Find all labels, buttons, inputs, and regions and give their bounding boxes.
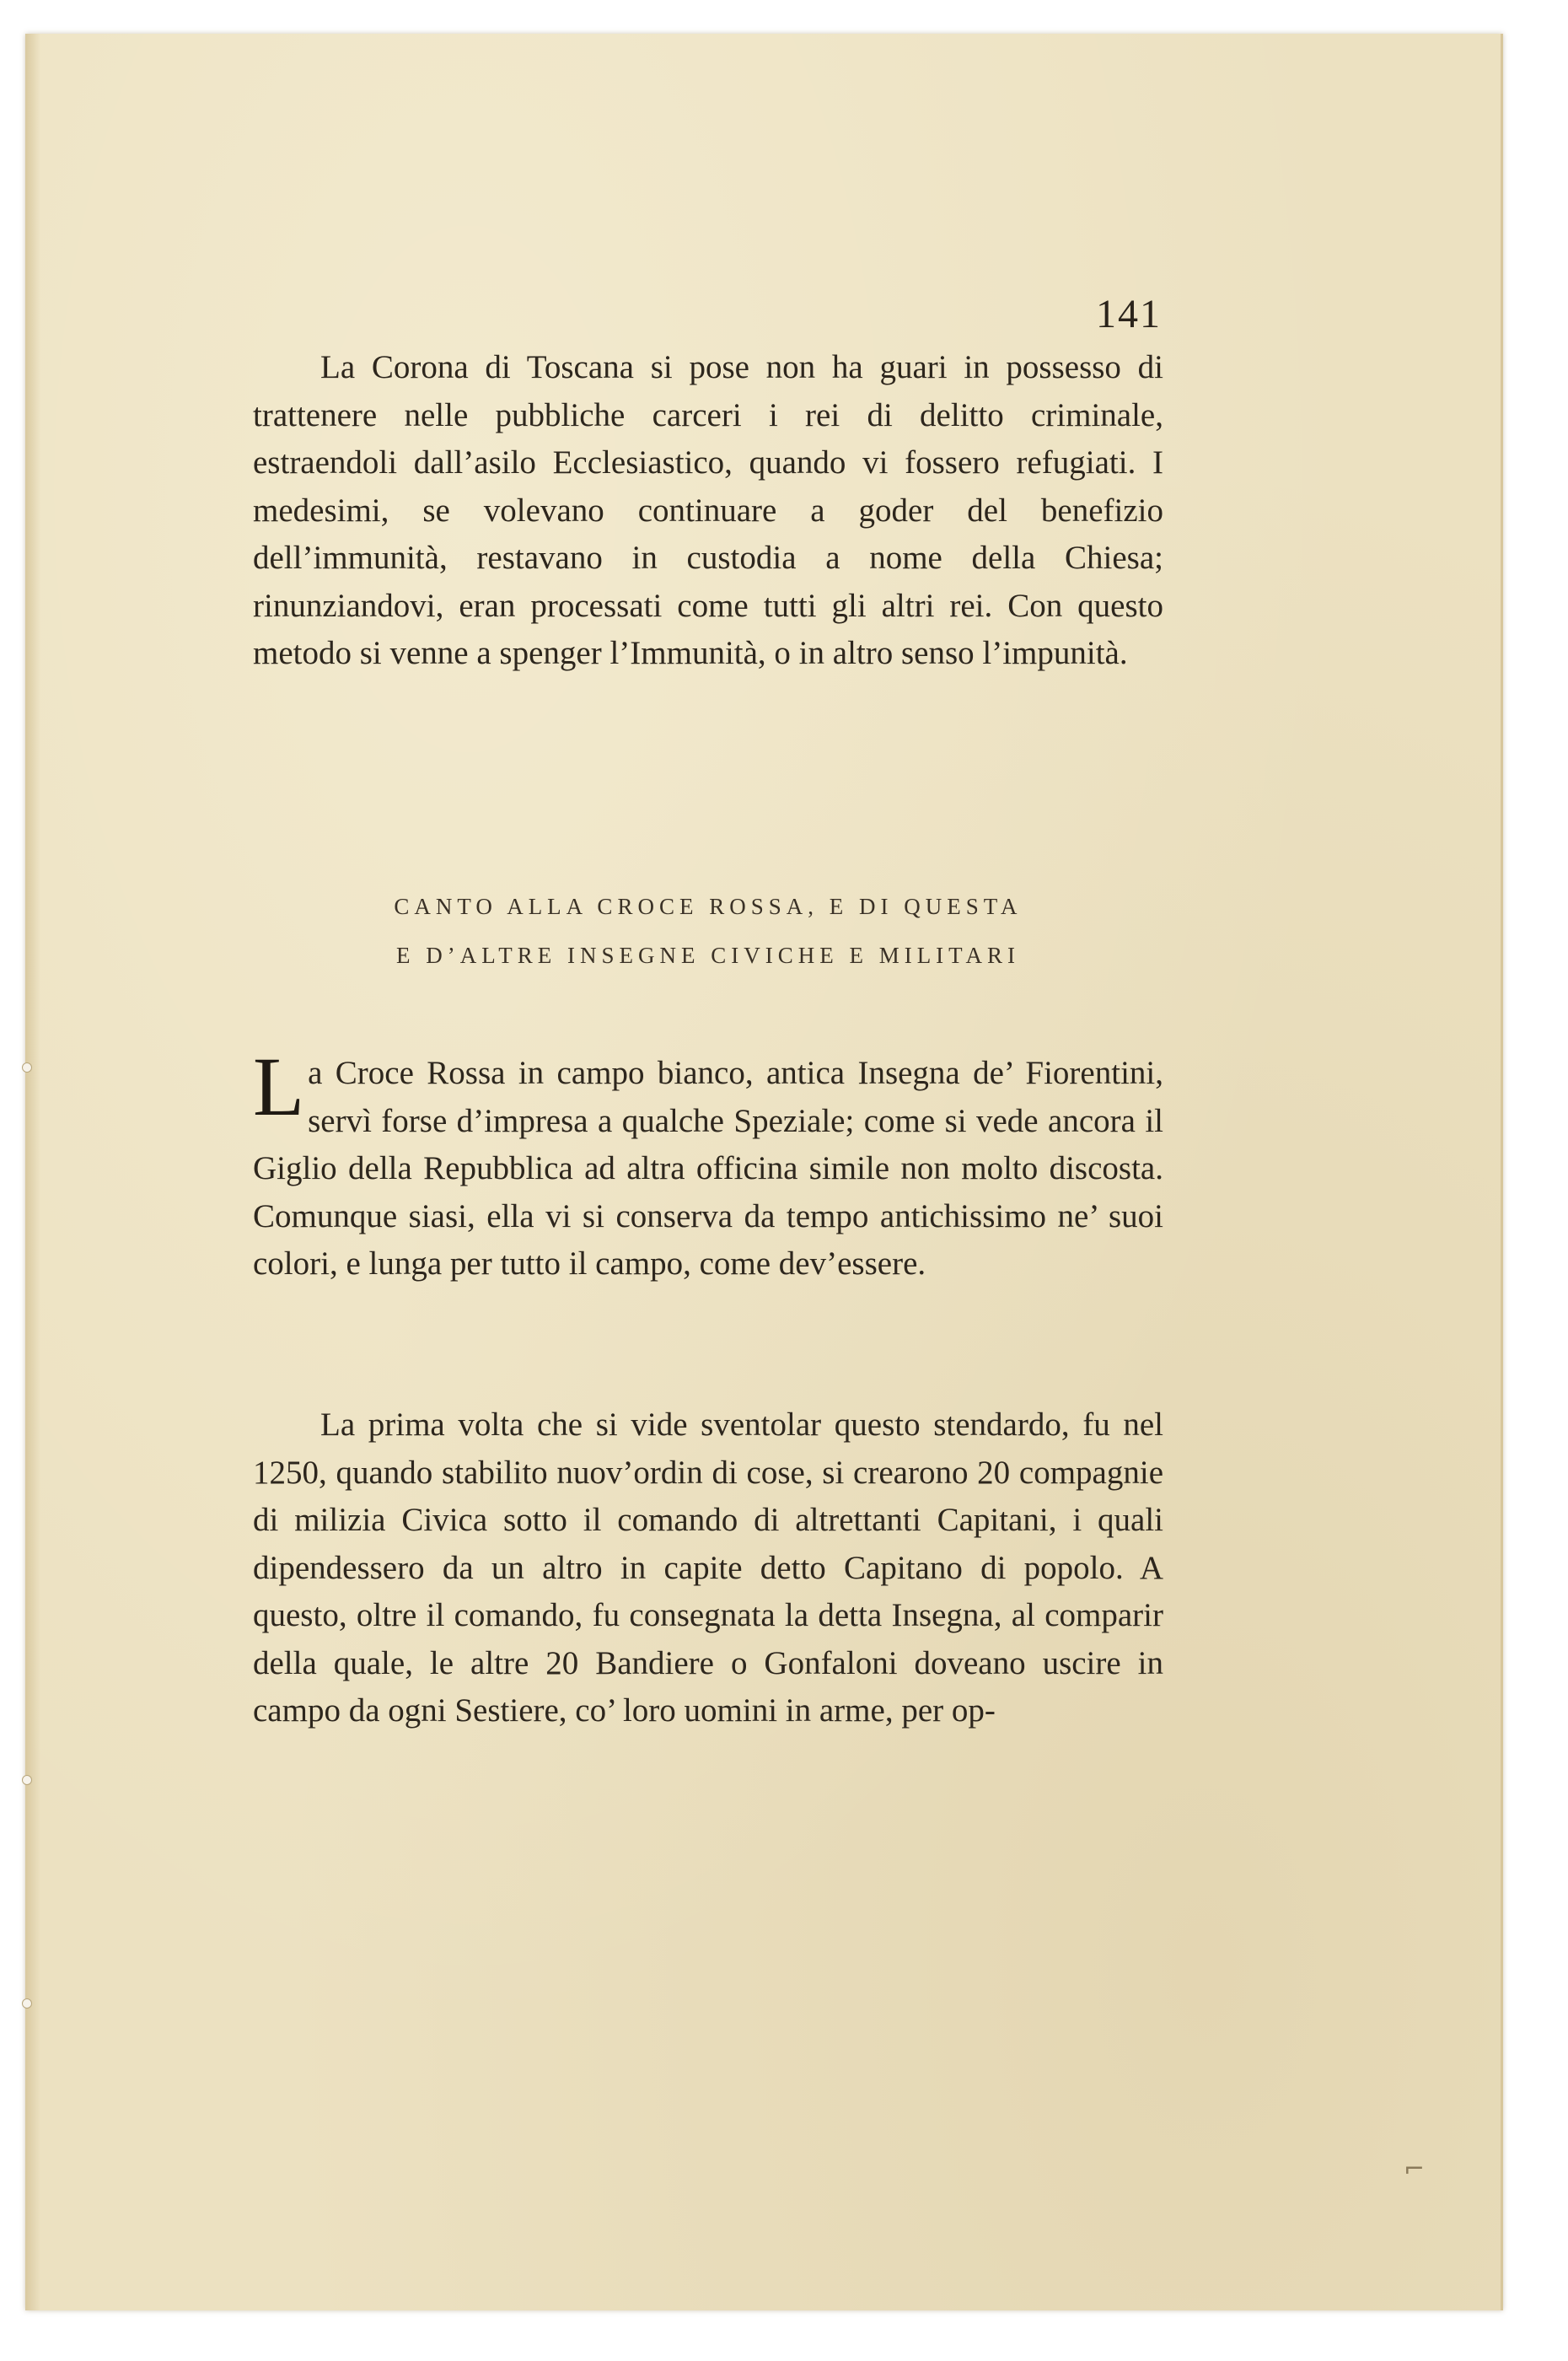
drop-cap-initial: L — [253, 1040, 305, 1133]
page-number: 141 — [1096, 292, 1162, 336]
paragraph-stendardo: La prima volta che si vide sventolar questo stendardo, fu nel 1250, quando stabilito nuov’ordin di cose, si crearono 20 compagnie di milizia Civica sotto il comando di altrettanti Capitani, i quali dipendessero da un altro in capite detto Capitano di popolo. A questo, oltre il comando, fu consegnata la detta Insegna, al comparir della quale, le altre 20 Bandiere o Gonfaloni doveano uscire in campo da ogni Sestiere, co’ loro uomini in arme, per op- — [253, 1406, 1163, 1729]
paragraph-immunity: La Corona di Toscana si pose non ha guari in possesso di trattenere nelle pubbliche carceri i rei di delitto criminale, estraendoli dall’asilo Ecclesiastico, quando vi fossero refugiati. I medesimi, se volevano continuare a goder del benefizio dell’immunità, restavano in custodia a nome della Chiesa; rinunziandovi, eran processati come tutti gli altri rei. Con questo metodo si venne a spenger l’Immunità, o in altro senso l’impunità. — [253, 349, 1163, 671]
binding-stitch-hole — [22, 1998, 32, 2009]
paragraph-croce-rossa — [253, 1040, 1163, 1288]
section-heading-line-2: E D’ALTRE INSEGNE CIVICHE E MILITARI — [395, 943, 1021, 968]
binding-stitch-hole — [22, 1062, 32, 1073]
section-heading — [253, 882, 1163, 980]
binding-stitch-hole — [22, 1775, 32, 1785]
binding-edge — [25, 34, 40, 2310]
section-heading-line-1: CANTO ALLA CROCE ROSSA, E DI QUESTA — [394, 894, 1023, 919]
paragraph-croce-rossa-text: a Croce Rossa in campo bianco, antica Insegna de’ Fiorentini, servì forse d’impresa a qualche Speziale; come si vede ancora il Giglio della Repubblica ad altra officina simile non molto discosta. Comunque siasi, ella vi si conserva da tempo antichissimo ne’ suoi colori, e lunga per tutto il campo, come dev’essere. — [253, 1055, 1163, 1282]
corner-mark: ⌐ — [1404, 2154, 1426, 2184]
